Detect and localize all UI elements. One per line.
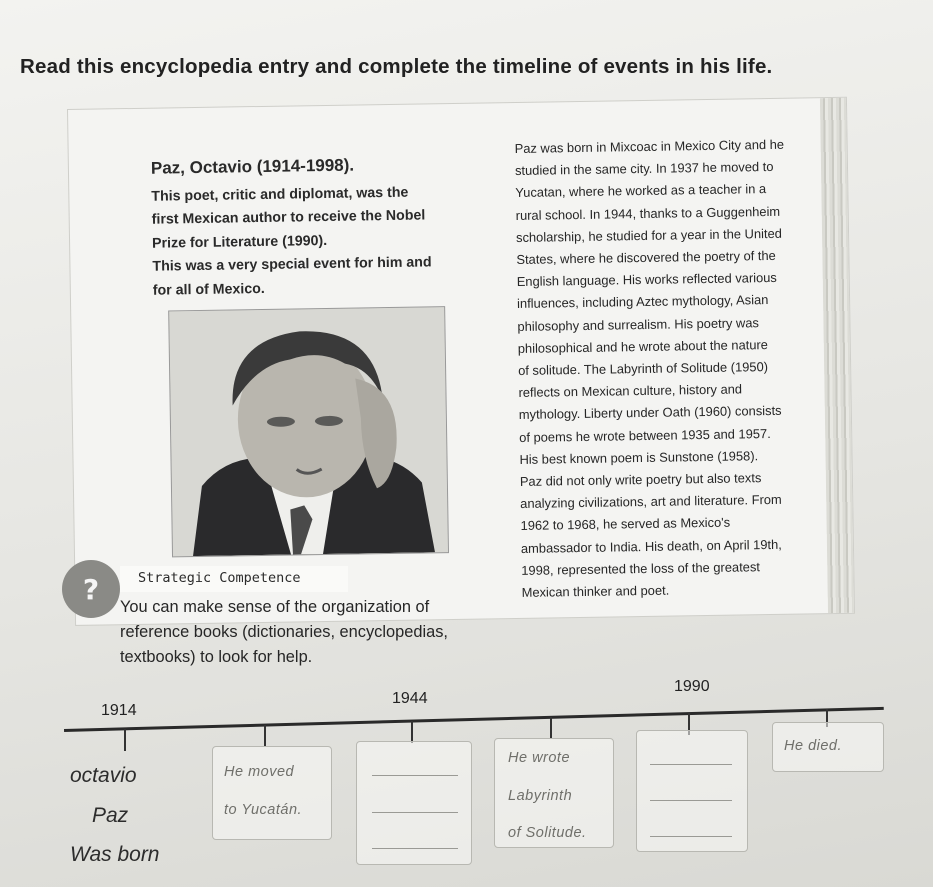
handwritten-answer-line: of Solitude. bbox=[508, 825, 587, 841]
blank-line bbox=[372, 775, 458, 776]
timeline-answer-box-3[interactable] bbox=[356, 741, 472, 865]
strategic-competence-text: You can make sense of the organization of reference books (dictionaries, encyclopedias, textbooks) to look for help. bbox=[120, 598, 448, 666]
handwritten-answer-line: Labyrinth bbox=[508, 788, 573, 804]
blank-line bbox=[650, 800, 732, 801]
timeline-tick-2 bbox=[264, 725, 266, 747]
timeline-year-1914: 1914 bbox=[101, 702, 137, 719]
timeline-tick-4 bbox=[550, 717, 552, 739]
blank-line bbox=[650, 836, 732, 837]
timeline-answer-box-2[interactable] bbox=[212, 746, 332, 840]
portrait-photo bbox=[169, 307, 448, 556]
encyclopedia-entry-card bbox=[68, 98, 854, 625]
question-mark-icon: ? bbox=[62, 560, 120, 618]
handwritten-answer-line: Paz bbox=[92, 804, 129, 827]
timeline-year-1990: 1990 bbox=[674, 678, 710, 695]
timeline-year-1944: 1944 bbox=[392, 690, 428, 707]
handwritten-answer-line: to Yucatán. bbox=[224, 802, 303, 818]
entry-left-column bbox=[151, 152, 453, 303]
instruction-heading: Read this encyclopedia entry and complete the timeline of events in his life. bbox=[20, 55, 773, 78]
handwritten-answer-line: He moved bbox=[224, 764, 295, 780]
blank-line bbox=[372, 812, 458, 813]
handwritten-answer-line: Was born bbox=[70, 843, 160, 866]
blank-line bbox=[372, 848, 458, 849]
strategic-competence-label: Strategic Competence bbox=[138, 570, 301, 586]
handwritten-answer-line: He wrote bbox=[508, 750, 571, 766]
timeline-tick-3 bbox=[411, 721, 413, 743]
entry-body-text: Paz was born in Mixcoac in Mexico City and he studied in the same city. In 1937 he moved to Yucatan, where he worked as a teacher in a rural school. In 1944, thanks to a Guggenheim scholarship, he studied for a year in the United States, where he discovered the poetry of the English language. His works reflected various influences, including Aztec mythology, Asian philosophy and surrealism. His poetry was philosophical and he wrote about the nature of solitude. The Labyrinth of Solitude (1950) reflects on Mexican culture, history and mythology. Liberty under Oath (1960) consists of poems he wrote between 1935 and 1957. His best known poem is Sunstone (1958). Paz did not only write poetry but also texts analyzing civilizations, art and literature. From 1962 to 1968, he served as Mexico's ambassador to India. His death, on April 19th, 1998, represented the loss of the greatest Mexican thinker and poet. bbox=[514, 136, 785, 600]
portrait-illustration bbox=[169, 307, 448, 556]
handwritten-answer-line: He died. bbox=[784, 738, 843, 754]
blank-line bbox=[650, 764, 732, 765]
timeline-tick-1 bbox=[124, 729, 126, 751]
entry-intro: This poet, critic and diplomat, was the first Mexican author to receive the Nobel Prize for Literature (1990). This was a very special event for him and for all of Mexico. bbox=[151, 184, 432, 299]
entry-title: Paz, Octavio (1914-1998). bbox=[150, 155, 355, 178]
timeline-answer-box-5[interactable] bbox=[636, 730, 748, 852]
handwritten-answer-line: octavio bbox=[70, 764, 137, 787]
